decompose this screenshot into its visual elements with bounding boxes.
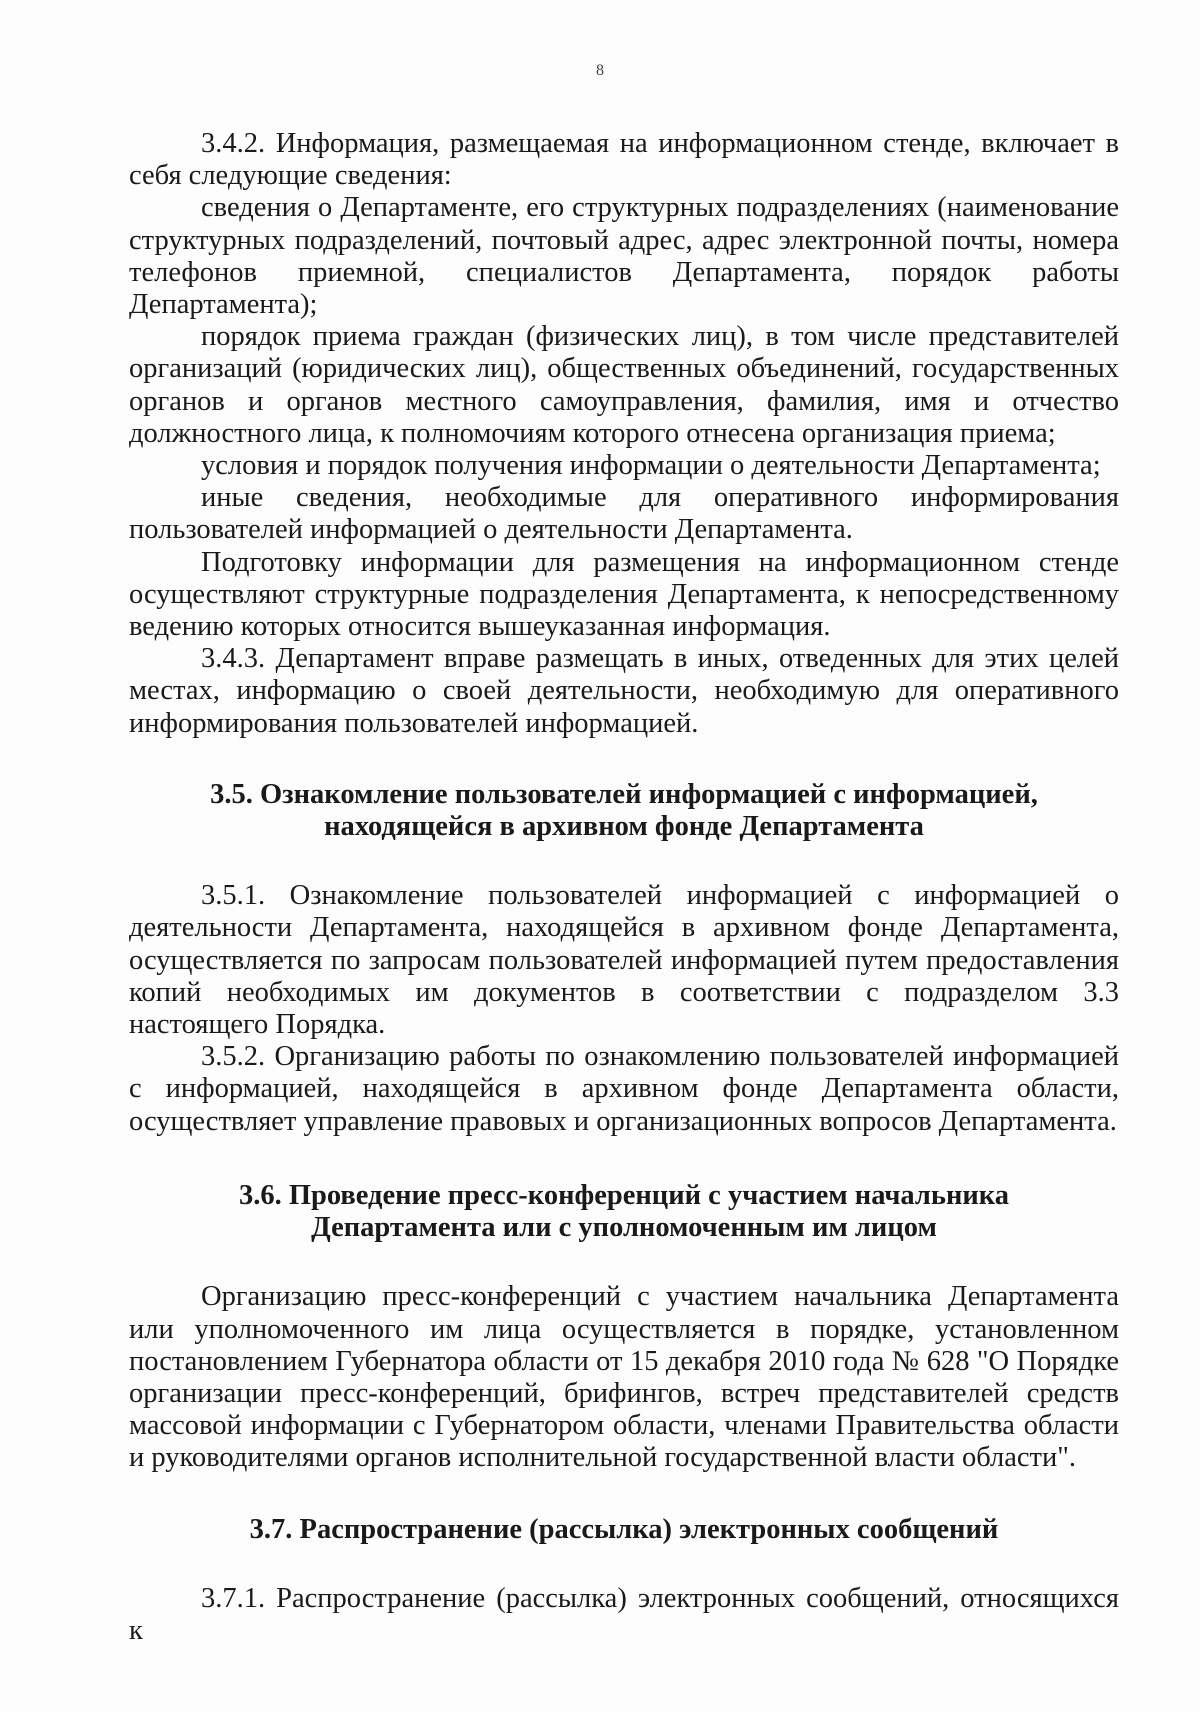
document-body bbox=[129, 128, 1119, 1647]
section-heading-3-6 bbox=[129, 1180, 1119, 1244]
paragraph-3-5-1: 3.5.1. Ознакомление пользователей информацией с информацией о деятельности Департамента, находящейся в архивном фонде Департамента, осуществляется по запросам пользователей информацией путем предоставления копий необходимых им документов в соответствии с подразделом 3.3 настоящего Порядка. bbox=[129, 880, 1119, 1041]
paragraph-info-department: сведения о Департаменте, его структурных подразделениях (наименование структурных подразделений, почтовый адрес, адрес электронной почты, номера телефонов приемной, специалистов Департамента, порядок работы Департамента); bbox=[129, 192, 1119, 321]
paragraph-conditions: условия и порядок получения информации о деятельности Департамента; bbox=[201, 450, 1101, 482]
paragraph-3-5-2: 3.5.2. Организацию работы по ознакомлению пользователей информацией с информацией, находящейся в архивном фонде Департамента области, осуществляет управление правовых и организационных вопросов Департамента. bbox=[129, 1041, 1119, 1137]
heading-line: 3.6. Проведение пресс-конференций с участием начальника bbox=[238, 1179, 1010, 1211]
heading-line: 3.7. Распространение (рассылка) электронных сообщений bbox=[249, 1513, 999, 1545]
section-heading-3-5 bbox=[129, 779, 1119, 843]
paragraph-reception-order: порядок приема граждан (физических лиц), в том числе представителей организаций (юридических лиц), общественных объединений, государственных органов и органов местного самоуправления, фамилия, имя и отчество должностного лица, к полномочиям которого отнесена организация приема; bbox=[129, 321, 1119, 449]
paragraph-other-info: иные сведения, необходимые для оперативного информирования пользователей информацией о деятельности Департамента. bbox=[129, 482, 1119, 546]
paragraph-3-4-2: 3.4.2. Информация, размещаемая на информационном стенде, включает в себя следующие сведения: bbox=[129, 128, 1119, 192]
page-number: 8 bbox=[596, 62, 604, 79]
paragraph-3-4-3: 3.4.3. Департамент вправе размещать в иных, отведенных для этих целей местах, информацию о своей деятельности, необходимую для оперативного информирования пользователей информацией. bbox=[129, 643, 1119, 739]
heading-line: Департамента или с уполномоченным им лицом bbox=[311, 1212, 937, 1244]
paragraph-preparation: Подготовку информации для размещения на информационном стенде осуществляют структурные подразделения Департамента, к непосредственному ведению которых относится вышеуказанная информация. bbox=[129, 546, 1119, 643]
paragraph-3-7-1: 3.7.1. Распространение (рассылка) электронных сообщений, относящихся к bbox=[129, 1582, 1119, 1646]
heading-line: 3.5. Ознакомление пользователей информацией с информацией, bbox=[210, 778, 1038, 810]
paragraph-press-conferences: Организацию пресс-конференций с участием начальника Департамента или уполномоченного им лица осуществляется в порядке, установленном постановлением Губернатора области от 15 декабря 2010 года № 628 "О Порядке организации пресс-конференций, брифингов, встреч представителей средств массовой информации с Губернатором области, членами Правительства области и руководителями органов исполнительной государственной власти области". bbox=[129, 1281, 1119, 1474]
section-heading-3-7 bbox=[129, 1514, 1119, 1546]
heading-line: находящейся в архивном фонде Департамента bbox=[324, 811, 924, 843]
